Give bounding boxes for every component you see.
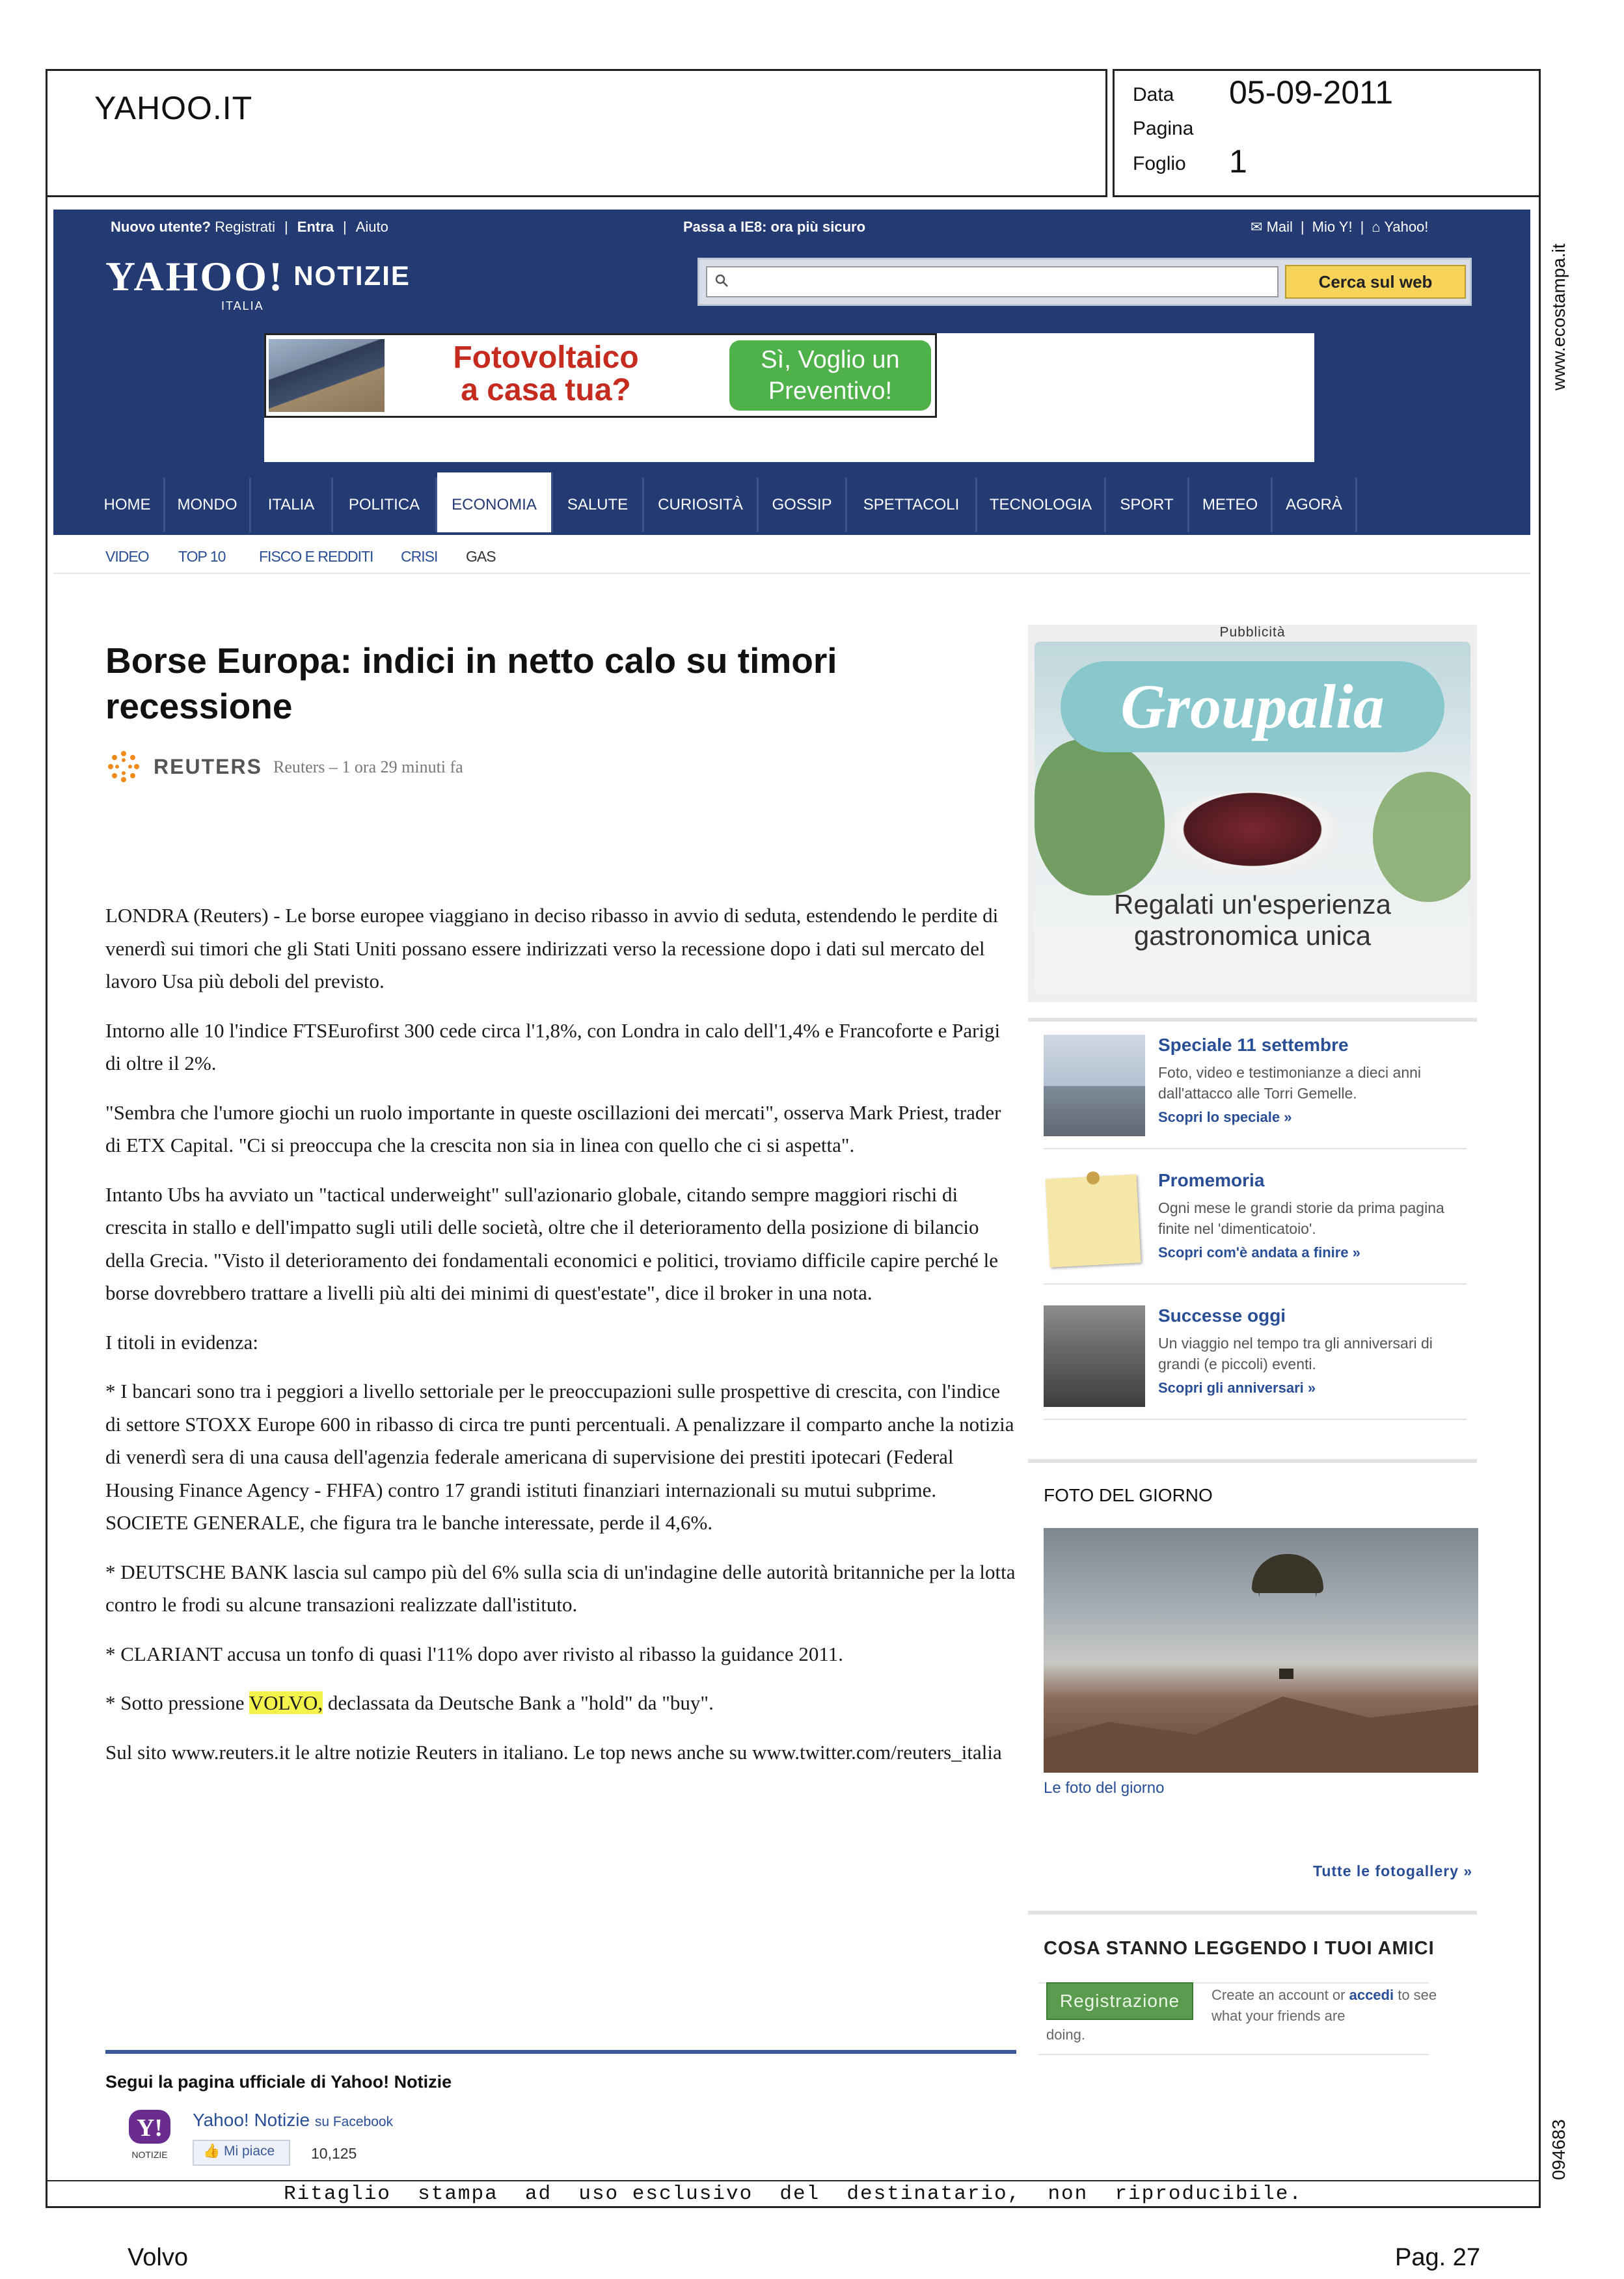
tab-home[interactable]: HOME xyxy=(91,478,165,532)
ad-cta-button[interactable] xyxy=(729,340,931,411)
economia-subnav xyxy=(53,535,1530,574)
tab-politica[interactable]: POLITICA xyxy=(333,478,437,532)
ad-cta-line2: Preventivo! xyxy=(768,377,893,405)
separator: | xyxy=(343,219,347,235)
promo-description: Foto, video e testimonianze a dieci anni dall'attacco alle Torri Gemelle. xyxy=(1158,1064,1422,1102)
section-name: NOTIZIE xyxy=(293,260,411,291)
promo-description: Ogni mese le grandi storie da prima pagina finite nel 'dimenticatoio'. xyxy=(1158,1199,1444,1237)
promemoria-thumbnail[interactable] xyxy=(1044,1170,1145,1272)
login-link[interactable]: Entra xyxy=(297,219,334,235)
side-code-label xyxy=(1549,2115,1575,2180)
all-galleries-link[interactable]: Tutte le fotogallery » xyxy=(1313,1863,1473,1879)
clipping-header-left xyxy=(46,69,1107,197)
ad-cta-line1: Sì, Voglio un xyxy=(761,346,900,374)
source-url-vertical: www.ecostampa.it xyxy=(1549,243,1569,390)
thumbs-up-icon: 👍 xyxy=(203,2144,221,2159)
volvo-prefix: * Sotto pressione xyxy=(105,1691,249,1714)
facebook-page-name[interactable] xyxy=(193,2110,393,2131)
friends-text-after: to see what your friends are xyxy=(1211,1987,1437,2024)
article-paragraph: LONDRA (Reuters) - Le borse europee viaggiano in deciso ribasso in avvio di seduta, estendendo le perdite di venerdì sui timori che gli Stati Uniti possano essere indirizzati verso la recessione dopo i dati sul mercato del lavoro Usa più deboli del previsto. xyxy=(105,904,999,992)
friends-bottom-rule xyxy=(1038,2054,1429,2055)
yahoo-home-link[interactable]: Yahoo! xyxy=(1384,219,1429,235)
like-label: Mi piace xyxy=(224,2144,275,2159)
promo-item xyxy=(1044,1299,1467,1420)
article-paragraph: * I bancari sono tra i peggiori a livello settoriale per le preoccupazioni sulle prospettive di crescita, con l'indice di settore STOXX Europe 600 in ribasso di circa tre punti percentuali. A penalizzare il comparto anche la notizia di venerdì sera di una causa dell'agenzia federale americana di supervisione dei prestiti ipotecari (Federal Housing Finance Agency - FHFA) contro 17 grandi istituti finanziari internazionali su mutui subprime. SOCIETE GENERALE, che figura tra le banche interessate, perde il 4,6%. xyxy=(105,1380,1014,1534)
tab-spettacoli[interactable]: SPETTACOLI xyxy=(847,478,977,532)
friends-text xyxy=(1211,1985,1446,2027)
ad-title xyxy=(390,342,702,407)
volvo-suffix: declassata da Deutsche Bank a "hold" da "buy". xyxy=(323,1691,714,1714)
help-link[interactable]: Aiuto xyxy=(355,219,388,235)
date-label: Data xyxy=(1133,84,1174,105)
friends-text-before: Create an account or xyxy=(1211,1987,1346,2003)
mail-icon: ✉ xyxy=(1251,219,1263,235)
tab-meteo[interactable]: METEO xyxy=(1189,478,1273,532)
badge-logo-text: Y! xyxy=(136,2114,163,2142)
separator: | xyxy=(1300,219,1305,235)
tab-curiosita[interactable]: CURIOSITÀ xyxy=(644,478,759,532)
promo-link[interactable]: Scopri gli anniversari » xyxy=(1158,1380,1316,1396)
separator: | xyxy=(1360,219,1364,235)
promo-link[interactable]: Scopri lo speciale » xyxy=(1158,1109,1292,1125)
yahoo-notizie-logo[interactable] xyxy=(105,252,411,312)
tab-tecnologia[interactable]: TECNOLOGIA xyxy=(977,478,1106,532)
promo-item xyxy=(1044,1028,1467,1149)
subnav-gas: GAS xyxy=(466,548,496,565)
promo-title[interactable]: Promemoria xyxy=(1158,1170,1265,1190)
yahoo-logo-text: YAHOO! xyxy=(105,253,285,299)
parachute-photo[interactable] xyxy=(1044,1528,1478,1773)
mountain-shape xyxy=(1044,1688,1478,1773)
promo-title[interactable]: Speciale 11 settembre xyxy=(1158,1035,1349,1055)
promo-link[interactable]: Scopri com'è andata a finire » xyxy=(1158,1244,1360,1261)
ad-area xyxy=(264,333,1314,462)
leaf-decoration xyxy=(1373,772,1470,902)
article-paragraph: Intanto Ubs ha avviato un "tactical underweight" sull'azionario globale, citando sempre maggiori rischi di crescita in stallo e dell'impatto sugli utili delle società, oltre che il deterioramento della posizione di bilancio della Grecia. "Visto il deterioramento dei fondamentali economici e politici, troviamo difficile capire perché le borse dovrebbero trattare a livelli più alti dei minimi di quest'estate", dice il broker in una nota. xyxy=(105,1182,998,1304)
promo-list xyxy=(1028,1018,1477,1434)
facebook-suffix: su Facebook xyxy=(314,2114,394,2129)
leaf-decoration xyxy=(1035,739,1165,895)
search-bar xyxy=(697,258,1472,306)
promo-item xyxy=(1044,1164,1467,1285)
friends-reading-box xyxy=(1028,1911,1477,2171)
subnav-top10[interactable]: TOP 10 xyxy=(178,548,226,565)
mail-link[interactable]: Mail xyxy=(1266,219,1293,235)
ad-title-line1: Fotovoltaico xyxy=(453,340,639,375)
page-label: Pagina xyxy=(1133,118,1194,139)
byline-text: Reuters – 1 ora 29 minuti fa xyxy=(273,757,463,776)
claim-line1: Regalati un'esperienza xyxy=(1114,889,1391,920)
photo-section-title: FOTO DEL GIORNO xyxy=(1044,1485,1213,1505)
facebook-divider xyxy=(105,2050,1016,2054)
friends-title: COSA STANNO LEGGENDO I TUOI AMICI xyxy=(1044,1938,1435,1959)
tab-salute[interactable]: SALUTE xyxy=(553,478,644,532)
article-paragraph: "Sembra che l'umore giochi un ruolo importante in queste oscillazioni dei mercati", osserva Mark Priest, trader di ETX Capital. "Ci si preoccupa che la crescita non sia in linea con quello che ci si aspetta". xyxy=(105,1100,1001,1156)
volvo-highlight: VOLVO, xyxy=(249,1691,323,1714)
side-source-label xyxy=(1549,215,1575,390)
login-link[interactable]: accedi xyxy=(1349,1987,1394,2003)
article-headline: Borse Europa: indici in netto calo su timori recessione xyxy=(105,640,837,726)
search-input[interactable] xyxy=(706,266,1279,297)
like-count: 10,125 xyxy=(311,2145,357,2162)
ie8-promo-link[interactable]: Passa a IE8: ora più sicuro xyxy=(683,219,866,235)
solar-panel-image xyxy=(269,339,385,412)
home-icon: ⌂ xyxy=(1372,219,1381,235)
facebook-follow-title: Segui la pagina ufficiale di Yahoo! Notizie xyxy=(105,2072,452,2092)
reproduction-notice: Ritaglio stampa ad uso esclusivo del destinatario, non riproducibile. xyxy=(46,2180,1541,2209)
article-paragraph: Intorno alle 10 l'indice FTSEurofirst 300 cede circa l'1,8%, con Londra in calo dell'1,4% e Francoforte e Parigi di oltre il 2%. xyxy=(105,1018,1001,1074)
claim-line2: gastronomica unica xyxy=(1133,920,1372,951)
groupalia-claim xyxy=(1035,889,1470,951)
ad-title-line2: a casa tua? xyxy=(461,373,631,407)
photo-caption-link[interactable]: Le foto del giorno xyxy=(1044,1779,1165,1797)
tab-mondo[interactable]: MONDO xyxy=(165,478,251,532)
article-paragraph: * CLARIANT accusa un tonfo di quasi l'11% dopo aver rivisto al ribasso la guidance 2011. xyxy=(105,1642,843,1665)
sidebar-ad xyxy=(1028,625,1477,1002)
separator: | xyxy=(284,219,288,235)
promo-title[interactable]: Successe oggi xyxy=(1158,1305,1286,1326)
clipping-page-number: Pag. 27 xyxy=(1395,2244,1480,2271)
tab-gossip[interactable]: GOSSIP xyxy=(759,478,847,532)
search-icon xyxy=(714,273,729,288)
search-web-button[interactable]: Cerca sul web xyxy=(1285,265,1466,299)
parachute-canopy xyxy=(1252,1554,1323,1593)
photo-of-the-day xyxy=(1028,1459,1477,1895)
subnav-video[interactable]: VIDEO xyxy=(105,548,149,565)
promo-description: Un viaggio nel tempo tra gli anniversari di grandi (e piccoli) eventi. xyxy=(1158,1335,1433,1372)
speciale-thumbnail[interactable] xyxy=(1044,1035,1145,1136)
subnav-crisi[interactable]: CRISI xyxy=(401,548,438,565)
register-link[interactable]: Registrati xyxy=(215,219,276,235)
account-links xyxy=(111,219,388,236)
tab-agora[interactable]: AGORÀ xyxy=(1273,478,1357,532)
facebook-page-label: Yahoo! Notizie xyxy=(193,2110,310,2130)
friends-text-tail: doing. xyxy=(1046,2027,1085,2043)
article-closing: Sul sito www.reuters.it le altre notizie Reuters in italiano. Le top news anche su www.twitter.com/reuters_italia xyxy=(105,1740,1002,1764)
ad-label: Pubblicità xyxy=(1219,625,1286,640)
article-paragraph: * DEUTSCHE BANK lascia sul campo più del 6% sulla scia di un'indagine delle autorità britanniche per la lotta contro le frodi su alcune transazioni realizzate dall'istituto. xyxy=(105,1560,1016,1616)
tab-economia[interactable]: ECONOMIA xyxy=(437,472,553,532)
parachute-load xyxy=(1279,1669,1293,1679)
like-button[interactable] xyxy=(193,2140,290,2166)
register-button[interactable]: Registrazione xyxy=(1046,1982,1193,2020)
sheet-value: 1 xyxy=(1229,143,1247,180)
subnav-fisco[interactable]: FISCO E REDDITI xyxy=(259,548,373,565)
volvo-paragraph xyxy=(105,1687,1016,1720)
successe-oggi-thumbnail[interactable] xyxy=(1044,1305,1145,1407)
clipping-header-right xyxy=(1113,69,1541,197)
my-yahoo-link[interactable]: Mio Y! xyxy=(1312,219,1353,235)
reuters-wordmark: REUTERS xyxy=(154,755,262,778)
sheet-label: Foglio xyxy=(1133,153,1186,174)
groupalia-ad[interactable] xyxy=(1035,642,1470,994)
reuters-logo-icon xyxy=(105,748,142,785)
clip-code-vertical: 094683 xyxy=(1549,2119,1569,2180)
clipping-topic: Volvo xyxy=(128,2244,188,2271)
new-user-label: Nuovo utente? xyxy=(111,219,211,235)
logo-region: ITALIA xyxy=(221,299,264,312)
service-links xyxy=(1251,219,1428,236)
groupalia-brand: Groupalia xyxy=(1061,661,1444,752)
dessert-image xyxy=(1165,791,1340,876)
yahoo-notizie-badge-icon xyxy=(120,2108,180,2161)
tab-sport[interactable]: SPORT xyxy=(1106,478,1189,532)
date-value: 05-09-2011 xyxy=(1229,74,1394,111)
article-paragraph: I titoli in evidenza: xyxy=(105,1330,259,1354)
publication-name: YAHOO.IT xyxy=(94,90,253,126)
badge-caption: NOTIZIE xyxy=(131,2149,168,2160)
yahoo-header xyxy=(53,210,1530,535)
article-body xyxy=(105,899,1016,1785)
solar-ad-banner[interactable] xyxy=(264,333,937,418)
parachute-lines xyxy=(1258,1593,1317,1671)
tab-italia[interactable]: ITALIA xyxy=(251,478,333,532)
